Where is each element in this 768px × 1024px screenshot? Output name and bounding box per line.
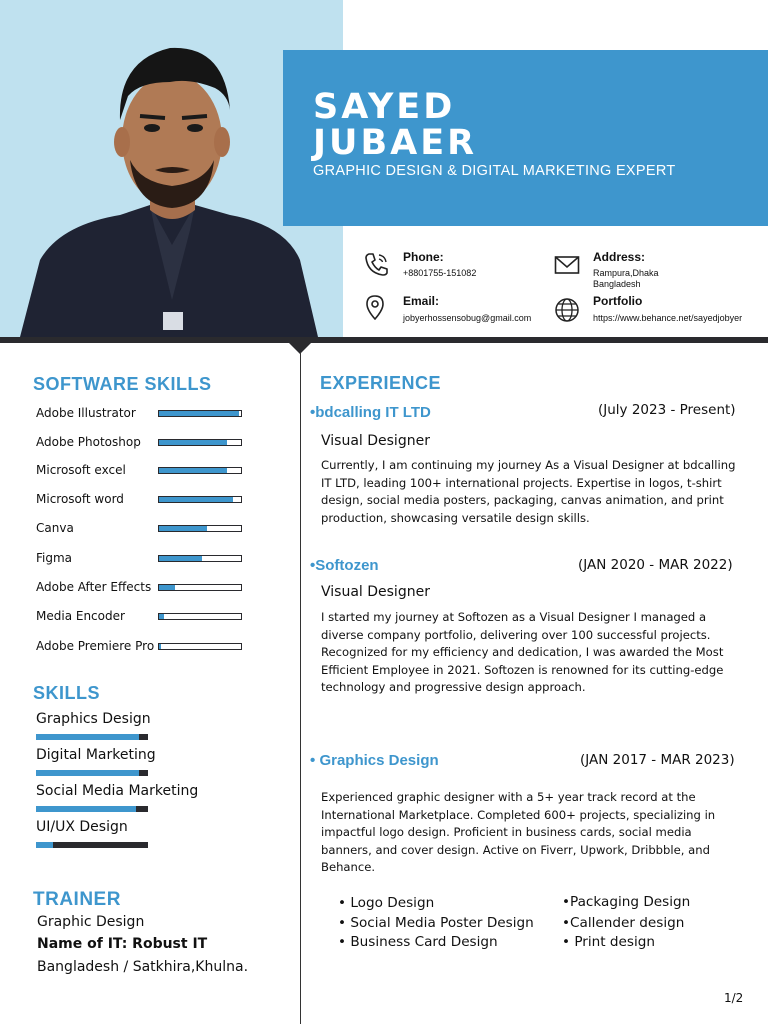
trainer-course: Graphic Design xyxy=(37,914,145,930)
software-skill-bar xyxy=(158,555,242,562)
last-name: JUBAER xyxy=(313,123,478,163)
software-skill-label: Figma xyxy=(36,551,73,565)
company-name: Graphics Design xyxy=(319,752,439,769)
bullet-dot: • xyxy=(310,752,316,769)
globe-icon xyxy=(554,297,580,323)
software-skill-label: Adobe Photoshop xyxy=(36,435,141,449)
skill-level-fill xyxy=(159,644,161,649)
software-skill-label: Adobe Illustrator xyxy=(36,406,136,420)
experience-description: Experienced graphic designer with a 5+ year track record at the International Marketplace. Completed 600+ projects, specializing in impactful logo design. Proficient in business cards, social media banners, and cover design. Active on Fiverr, Upwork, Dribbble, and Behance. xyxy=(321,790,716,874)
software-skill-bar xyxy=(158,613,242,620)
software-skill-bar xyxy=(158,525,242,532)
service-item: • Logo Design xyxy=(338,895,435,911)
software-skill-bar xyxy=(158,439,242,446)
software-skill-bar xyxy=(158,496,242,503)
skill-level-fill xyxy=(159,440,227,445)
phone-value[interactable]: +8801755-151082 xyxy=(403,268,477,278)
service-item: • Social Media Poster Design xyxy=(338,915,534,931)
skill-level-fill xyxy=(159,556,202,561)
trainer-institute: Name of IT: Robust IT xyxy=(37,936,208,952)
service-item: •Packaging Design xyxy=(562,894,691,910)
software-skill-label: Microsoft excel xyxy=(36,463,126,477)
service-item: • Business Card Design xyxy=(338,934,498,950)
skills-heading: SKILLS xyxy=(33,683,101,703)
service-item: •Callender design xyxy=(562,915,685,931)
address-label: Address: xyxy=(593,250,646,264)
experience-heading: EXPERIENCE xyxy=(320,373,442,393)
portfolio-link[interactable]: https://www.behance.net/sayedjobyer xyxy=(593,313,743,323)
column-divider xyxy=(300,352,301,1024)
location-pin-icon xyxy=(362,294,388,320)
skill-label: Social Media Marketing xyxy=(36,783,199,799)
skill-level-fill xyxy=(159,468,227,473)
skill-bar xyxy=(36,734,148,740)
email-label: Email: xyxy=(403,294,440,308)
experience-company xyxy=(310,557,379,574)
skill-label: Digital Marketing xyxy=(36,747,156,763)
header-banner xyxy=(283,50,768,226)
skill-label: UI/UX Design xyxy=(36,819,128,835)
skill-label: Graphics Design xyxy=(36,711,151,727)
page-number: 1/2 xyxy=(724,991,744,1005)
software-skill-bar xyxy=(158,467,242,474)
experience-description: Currently, I am continuing my journey As a Visual Designer at bdcalling IT LTD, leading 100+ international projects. Expertise in logos, t-shirt design, social media posters, packaging, canvas animation, and print production, showcasing versatile design skills. xyxy=(321,458,736,525)
section-divider xyxy=(0,337,768,343)
experience-role: Visual Designer xyxy=(321,584,430,600)
experience-date: (JAN 2017 - MAR 2023) xyxy=(580,752,735,768)
software-skill-bar xyxy=(158,643,242,650)
experience-role: Visual Designer xyxy=(321,433,430,449)
skill-level-fill xyxy=(159,497,233,502)
service-item: • Print design xyxy=(562,934,656,950)
skill-level-fill xyxy=(159,411,239,416)
experience-company xyxy=(310,752,439,769)
skill-bar xyxy=(36,842,148,848)
skill-level-fill xyxy=(159,585,175,590)
company-name: Softozen xyxy=(315,557,379,574)
trainer-heading: TRAINER xyxy=(33,889,121,910)
skill-bar xyxy=(36,806,148,812)
company-name: bdcalling IT LTD xyxy=(315,404,431,421)
phone-icon xyxy=(363,251,389,277)
software-skill-label: Adobe Premiere Pro xyxy=(36,639,155,653)
envelope-icon xyxy=(554,252,580,278)
skill-level-fill xyxy=(36,806,136,812)
portfolio-label: Portfolio xyxy=(593,294,643,308)
software-skill-label: Microsoft word xyxy=(36,492,124,506)
skill-level-fill xyxy=(159,614,164,619)
skill-level-fill xyxy=(36,734,139,740)
experience-company xyxy=(310,404,431,421)
experience-description: I started my journey at Softozen as a Visual Designer I managed a diverse company portfolio, delivering over 100 successful projects. Recognized for my efficiency and dedication, I was awarded the Most Efficient Employee in 2021. Softozen is renowned for its cutting-edge technology and progressive design approach. xyxy=(321,610,724,694)
software-skill-bar xyxy=(158,584,242,591)
software-skill-bar xyxy=(158,410,242,417)
phone-label: Phone: xyxy=(403,250,444,264)
skill-bar xyxy=(36,770,148,776)
job-title: GRAPHIC DESIGN & DIGITAL MARKETING EXPERT xyxy=(313,163,676,179)
bullet-dot: • xyxy=(310,557,316,574)
software-skill-label: Media Encoder xyxy=(36,609,125,623)
software-skill-label: Adobe After Effects xyxy=(36,580,152,594)
experience-date: (July 2023 - Present) xyxy=(598,402,736,418)
experience-date: (JAN 2020 - MAR 2022) xyxy=(578,557,733,573)
software-skill-label: Canva xyxy=(36,521,74,535)
skill-level-fill xyxy=(159,526,207,531)
skill-level-fill xyxy=(36,770,139,776)
address-line2: Bangladesh xyxy=(593,279,641,289)
skill-level-fill xyxy=(36,842,53,848)
first-name: SAYED xyxy=(313,87,456,127)
trainer-location: Bangladesh / Satkhira,Khulna. xyxy=(37,959,249,975)
bullet-dot: • xyxy=(310,404,316,421)
address-line1: Rampura,Dhaka xyxy=(593,268,659,278)
email-value[interactable]: jobyerhossensobug@gmail.com xyxy=(403,313,532,323)
software-skills-heading: SOFTWARE SKILLS xyxy=(33,374,212,394)
